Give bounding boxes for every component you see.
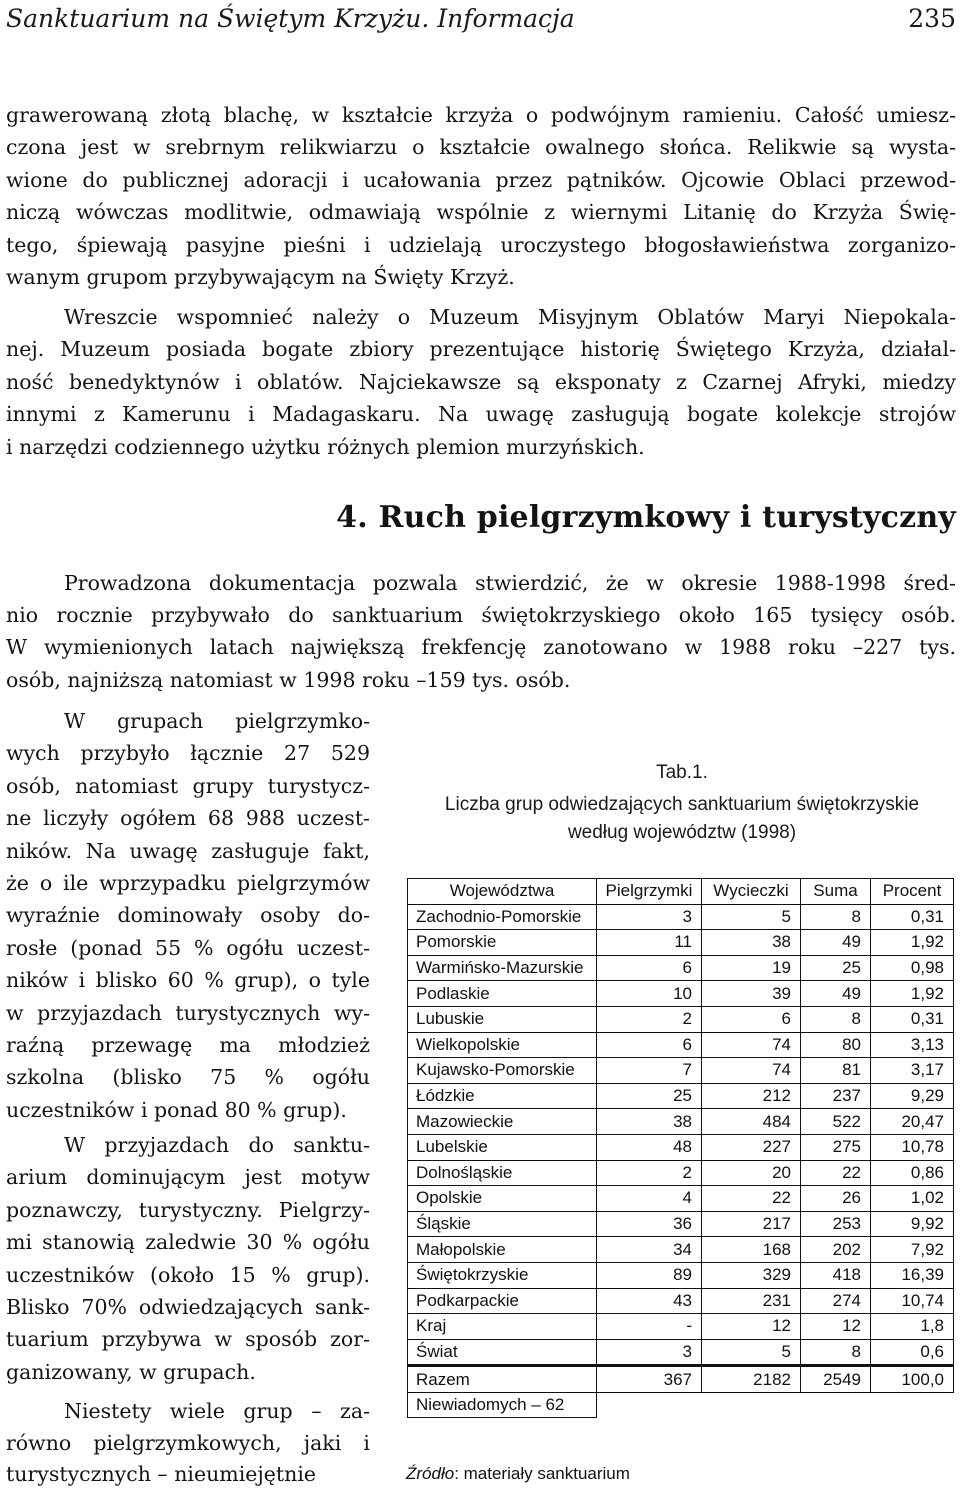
value-cell: 39 (702, 981, 801, 1007)
value-cell: 4 (597, 1186, 702, 1212)
value-cell: 237 (801, 1083, 871, 1109)
value-cell: 522 (801, 1109, 871, 1135)
value-cell: 10 (597, 981, 702, 1007)
table-row (408, 1058, 954, 1084)
text-line: szkolna (blisko 75 % ogółu (6, 1065, 370, 1090)
header-cell-region: Województwa (408, 879, 597, 905)
value-cell: 36 (597, 1211, 702, 1237)
region-cell: Wielkopolskie (408, 1032, 597, 1058)
text-line: nio rocznie przybywało do sanktuarium świętokrzyskiego około 165 tysięcy osób. (6, 603, 956, 628)
region-cell: Dolnośląskie (408, 1160, 597, 1186)
value-cell: 6 (702, 1006, 801, 1032)
region-cell: Świętokrzyskie (408, 1262, 597, 1288)
text-line: W wymienionych latach największą frekfencję zanotowano w 1988 roku –227 tys. (6, 635, 956, 660)
table-row (408, 1160, 954, 1186)
value-cell: 2549 (801, 1366, 871, 1393)
source-text: : materiały sanktuarium (454, 1464, 630, 1483)
table-row (408, 1109, 954, 1135)
source-label: Źródło (406, 1464, 455, 1483)
value-cell: 48 (597, 1134, 702, 1160)
text-line: tego, śpiewają pasyjne pieśni i udzielają uroczystego błogosławieństwa zorganizo- (6, 232, 956, 257)
table-row (408, 930, 954, 956)
value-cell: 49 (801, 930, 871, 956)
text-line: grawerowaną złotą blachę, w kształcie krzyża o podwójnym ramieniu. Całość umiesz- (6, 103, 956, 127)
text-line: Niestety wiele grup – za- (64, 1399, 370, 1423)
value-cell: 22 (801, 1160, 871, 1186)
text-line: Wreszcie wspomnieć należy o Muzeum Misyjnym Oblatów Maryi Niepokala- (64, 305, 956, 329)
value-cell: 253 (801, 1211, 871, 1237)
region-cell: Opolskie (408, 1186, 597, 1212)
value-cell: 3 (597, 904, 702, 930)
value-cell: 38 (597, 1109, 702, 1135)
table-row (408, 904, 954, 930)
empty-space (597, 1392, 954, 1418)
text-line: W przyjazdach do sanktu- (64, 1133, 370, 1157)
table-header-row (408, 879, 954, 905)
value-cell: 7 (597, 1058, 702, 1084)
table-row-unknown (408, 1392, 954, 1418)
text-line: wych przybyło łącznie 27 529 (6, 741, 370, 766)
value-cell: 2 (597, 1006, 702, 1032)
value-cell: 12 (801, 1314, 871, 1340)
header-cell-trips: Wycieczki (702, 879, 801, 905)
region-cell: Razem (408, 1366, 597, 1393)
value-cell: 3,17 (871, 1058, 954, 1084)
value-cell: 202 (801, 1237, 871, 1263)
text-line: równo pielgrzymkowych, jaki i (6, 1430, 370, 1455)
value-cell: - (597, 1314, 702, 1340)
value-cell: 89 (597, 1262, 702, 1288)
value-cell: 22 (702, 1186, 801, 1212)
text-line: czona jest w srebrnym relikwiarzu o kształcie owalnego słońca. Relikwie są wysta- (6, 135, 956, 160)
value-cell: 11 (597, 930, 702, 956)
value-cell: 9,92 (871, 1211, 954, 1237)
value-cell: 2 (597, 1160, 702, 1186)
value-cell: 100,0 (871, 1366, 954, 1393)
value-cell: 217 (702, 1211, 801, 1237)
text-line: Blisko 70% odwiedzających sank- (6, 1295, 370, 1319)
value-cell: 43 (597, 1288, 702, 1314)
value-cell: 16,39 (871, 1262, 954, 1288)
value-cell: 275 (801, 1134, 871, 1160)
region-cell: Kujawsko-Pomorskie (408, 1058, 597, 1084)
text-line: Prowadzona dokumentacja pozwala stwierdzić, że w okresie 1988-1998 śred- (64, 571, 956, 595)
text-line: osób, natomiast grupy turystycz- (6, 773, 370, 798)
text-line: turystycznych – nieumiejętnie (6, 1462, 317, 1486)
value-cell: 34 (597, 1237, 702, 1263)
region-cell: Śląskie (408, 1211, 597, 1237)
value-cell: 0,86 (871, 1160, 954, 1186)
region-cell: Zachodnio-Pomorskie (408, 904, 597, 930)
value-cell: 10,78 (871, 1134, 954, 1160)
table-source (406, 1464, 630, 1484)
value-cell: 6 (597, 955, 702, 981)
value-cell: 3,13 (871, 1032, 954, 1058)
value-cell: 25 (801, 955, 871, 981)
value-cell: 367 (597, 1366, 702, 1393)
text-line: poznawczy, turystyczny. Pielgrzy- (6, 1197, 370, 1222)
value-cell: 20,47 (871, 1109, 954, 1135)
statistics-table (407, 878, 954, 1418)
value-cell: 12 (702, 1314, 801, 1340)
value-cell: 5 (702, 904, 801, 930)
header-cell-pilgrimages: Pielgrzymki (597, 879, 702, 905)
text-line: ność benedyktynów i oblatów. Najciekawsze są eksponaty z Czarnej Afryki, miedzy (6, 369, 956, 394)
value-cell: 81 (801, 1058, 871, 1084)
region-cell: Świat (408, 1339, 597, 1366)
table-row (408, 1211, 954, 1237)
value-cell: 80 (801, 1032, 871, 1058)
value-cell: 418 (801, 1262, 871, 1288)
value-cell: 0,31 (871, 904, 954, 930)
value-cell: 49 (801, 981, 871, 1007)
text-line: w przyjazdach turystycznych wy- (6, 1000, 370, 1025)
text-line: osób, najniższą natomiast w 1998 roku –159 tys. osób. (6, 667, 571, 692)
value-cell: 231 (702, 1288, 801, 1314)
value-cell: 3 (597, 1339, 702, 1366)
text-line: niczą wówczas modlitwie, odmawiają wspólnie z wiernymi Litanię do Krzyża Świę- (6, 200, 956, 225)
table-row (408, 1288, 954, 1314)
text-line: innymi z Kamerunu i Madagaskaru. Na uwagę zasługują bogate kolekcje strojów (6, 402, 956, 427)
region-cell: Podlaskie (408, 981, 597, 1007)
header-cell-percent: Procent (871, 879, 954, 905)
value-cell: 1,92 (871, 981, 954, 1007)
text-line: tuarium przybywa w sposób zor- (6, 1327, 370, 1352)
value-cell: 74 (702, 1032, 801, 1058)
value-cell: 8 (801, 904, 871, 930)
text-line: wyraźnie dominowały osoby do- (6, 903, 370, 928)
value-cell: 0,98 (871, 955, 954, 981)
table-label: Tab.1. (656, 762, 708, 783)
text-line: ne liczyły ogółem 68 988 uczest- (6, 806, 370, 831)
section-heading: 4. Ruch pielgrzymkowy i turystyczny (336, 500, 956, 535)
value-cell: 74 (702, 1058, 801, 1084)
table-title-line-2: według województw (1998) (567, 822, 797, 843)
value-cell: 7,92 (871, 1237, 954, 1263)
unknown-cell: Niewiadomych – 62 (408, 1392, 597, 1418)
value-cell: 26 (801, 1186, 871, 1212)
text-line: uczestników (około 15 % grup). (6, 1262, 370, 1287)
value-cell: 1,02 (871, 1186, 954, 1212)
table-row (408, 1339, 954, 1366)
table-title-line-1: Liczba grup odwiedzających sanktuarium świętokrzyskie (444, 794, 920, 815)
table-row (408, 981, 954, 1007)
text-line: raźną przewagę ma młodzież (6, 1033, 370, 1057)
text-line: wione do publicznej adoracji i ucałowania przez pątników. Ojcowie Oblaci przewod- (6, 167, 956, 192)
value-cell: 1,92 (871, 930, 954, 956)
value-cell: 9,29 (871, 1083, 954, 1109)
value-cell: 5 (702, 1339, 801, 1366)
text-line: ników. Na uwagę zasługuje fakt, (6, 838, 370, 863)
value-cell: 8 (801, 1006, 871, 1032)
text-line: mi stanowią zaledwie 30 % ogółu (6, 1230, 370, 1255)
region-cell: Lubuskie (408, 1006, 597, 1032)
region-cell: Małopolskie (408, 1237, 597, 1263)
value-cell: 484 (702, 1109, 801, 1135)
value-cell: 2182 (702, 1366, 801, 1393)
region-cell: Warmińsko-Mazurskie (408, 955, 597, 981)
value-cell: 329 (702, 1262, 801, 1288)
text-line: uczestników i ponad 80 % grup). (6, 1097, 347, 1122)
region-cell: Mazowieckie (408, 1109, 597, 1135)
value-cell: 6 (597, 1032, 702, 1058)
table-row (408, 1006, 954, 1032)
value-cell: 274 (801, 1288, 871, 1314)
text-line: ników i blisko 60 % grup), o tyle (6, 968, 370, 993)
text-line: ganizowany, w grupach. (6, 1359, 256, 1384)
text-line: wanym grupom przybywającym na Święty Krzyż. (6, 265, 515, 289)
value-cell: 8 (801, 1339, 871, 1366)
text-line: rosłe (ponad 55 % ogółu uczest- (6, 935, 370, 960)
value-cell: 1,8 (871, 1314, 954, 1340)
header-cell-sum: Suma (801, 879, 871, 905)
table-row (408, 955, 954, 981)
text-line: nej. Muzeum posiada bogate zbiory prezentujące historię Świętego Krzyża, działal- (6, 337, 956, 362)
running-header-title: Sanktuarium na Świętym Krzyżu. Informacja (6, 4, 575, 33)
value-cell: 212 (702, 1083, 801, 1109)
value-cell: 0,31 (871, 1006, 954, 1032)
value-cell: 38 (702, 930, 801, 956)
value-cell: 168 (702, 1237, 801, 1263)
text-line: arium dominującym jest motyw (6, 1165, 370, 1190)
value-cell: 10,74 (871, 1288, 954, 1314)
region-cell: Podkarpackie (408, 1288, 597, 1314)
text-line: i narzędzi codziennego użytku różnych plemion murzyńskich. (6, 434, 645, 459)
table-body (408, 904, 954, 1418)
table-row (408, 1366, 954, 1393)
table-row (408, 1083, 954, 1109)
table-row (408, 1186, 954, 1212)
table-row (408, 1314, 954, 1340)
text-line: że o ile wprzypadku pielgrzymów (6, 871, 370, 895)
value-cell: 0,6 (871, 1339, 954, 1366)
table-row (408, 1134, 954, 1160)
region-cell: Kraj (408, 1314, 597, 1340)
value-cell: 20 (702, 1160, 801, 1186)
page-number: 235 (908, 4, 956, 33)
table-row (408, 1237, 954, 1263)
table-row (408, 1262, 954, 1288)
text-line: W grupach pielgrzymko- (64, 709, 370, 733)
value-cell: 25 (597, 1083, 702, 1109)
table-row (408, 1032, 954, 1058)
value-cell: 227 (702, 1134, 801, 1160)
region-cell: Pomorskie (408, 930, 597, 956)
value-cell: 19 (702, 955, 801, 981)
region-cell: Łódzkie (408, 1083, 597, 1109)
region-cell: Lubelskie (408, 1134, 597, 1160)
